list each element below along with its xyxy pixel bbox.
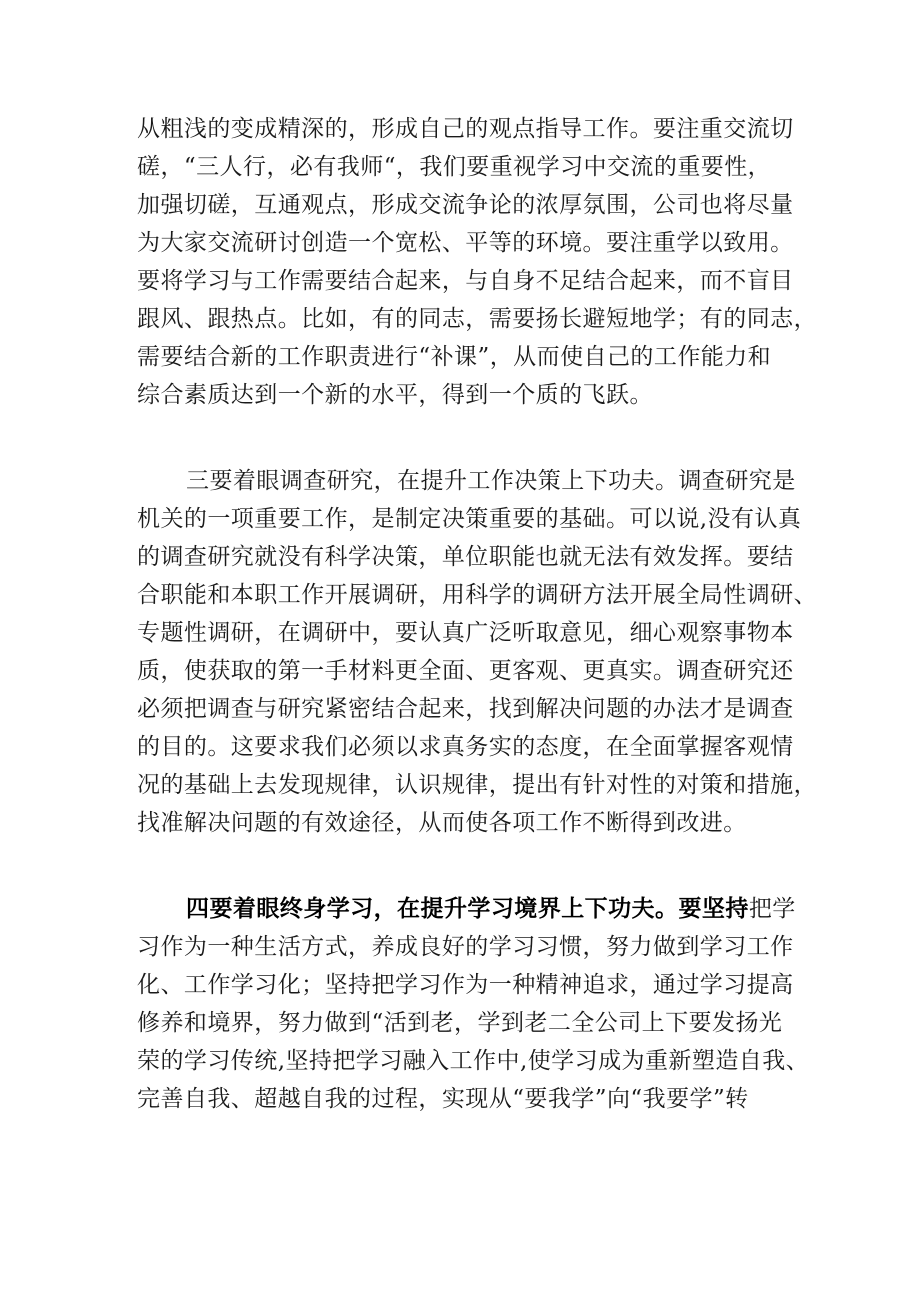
paragraph-2-line-1: 三要着眼调查研究，在提升工作决策上下功夫。调查研究是 [186, 468, 796, 494]
paragraph-3-line-1 [186, 890, 798, 928]
paragraph-1-line-7: 需要结合新的工作职责进行“补课”，从而使自己的工作能力和 [137, 344, 772, 370]
paragraph-2-line-6: 质，使获取的第一手材料更全面、更客观、更真实。调查研究还 [137, 658, 794, 684]
paragraph-1-line-4: 为大家交流研讨创造一个宽松、平等的环境。要注重学以致用。 [137, 230, 794, 256]
paragraph-1-line-8: 综合素质达到一个新的水平，得到一个质的飞跃。 [137, 382, 653, 408]
paragraph-2-line-3: 的调查研究就没有科学决策，单位职能也就无法有效发挥。要结 [137, 544, 794, 570]
paragraph-2-line-5: 专题性调研，在调研中，要认真广泛听取意见，细心观察事物本 [137, 620, 794, 646]
paragraph-1-line-2: 磋，“三人行，必有我师“，我们要重视学习中交流的重要性， [137, 154, 772, 180]
paragraph-3-line-5: 荣的学习传统,坚持把学习融入工作中,使学习成为重新塑造自我、 [137, 1048, 810, 1074]
paragraph-3-line-6: 完善自我、超越自我的过程，实现从“要我学”向“我要学”转 [137, 1086, 749, 1112]
paragraph-3-bold-heading: 四要着眼终身学习，在提升学习境界上下功夫。要坚持 [186, 895, 749, 922]
paragraph-1-line-6: 跟风、跟热点。比如，有的同志，需要扬长避短地学；有的同志， [137, 306, 818, 332]
paragraph-2-line-10: 找准解决问题的有效途径，从而使各项工作不断得到改进。 [137, 810, 747, 836]
paragraph-1-line-1: 从粗浅的变成精深的，形成自己的观点指导工作。要注重交流切 [137, 116, 794, 142]
paragraph-1-line-5: 要将学习与工作需要结合起来，与自身不足结合起来，而不盲目 [137, 268, 794, 294]
paragraph-2-line-4: 合职能和本职工作开展调研，用科学的调研方法开展全局性调研、 [137, 582, 818, 608]
paragraph-3-line-1-rest: 把学 [748, 896, 796, 922]
paragraph-3-line-2: 习作为一种生活方式，养成良好的学习习惯，努力做到学习工作 [137, 934, 794, 960]
paragraph-2-line-2: 机关的一项重要工作，是制定决策重要的基础。可以说,没有认真 [137, 506, 802, 532]
paragraph-1-line-3: 加强切磋，互通观点，形成交流争论的浓厚氛围，公司也将尽量 [137, 192, 794, 218]
paragraph-3-line-4: 修养和境界，努力做到“活到老，学到老二全公司上下要发扬光 [137, 1010, 783, 1036]
paragraph-3-line-3: 化、工作学习化；坚持把学习作为一种精神追求，通过学习提高 [137, 972, 794, 998]
paragraph-2-line-7: 必须把调查与研究紧密结合起来，找到解决问题的办法才是调查 [137, 696, 794, 722]
paragraph-2-line-8: 的目的。这要求我们必须以求真务实的态度，在全面掌握客观情 [137, 734, 794, 760]
paragraph-2-line-9: 况的基础上去发现规律，认识规律，提出有针对性的对策和措施， [137, 772, 818, 798]
